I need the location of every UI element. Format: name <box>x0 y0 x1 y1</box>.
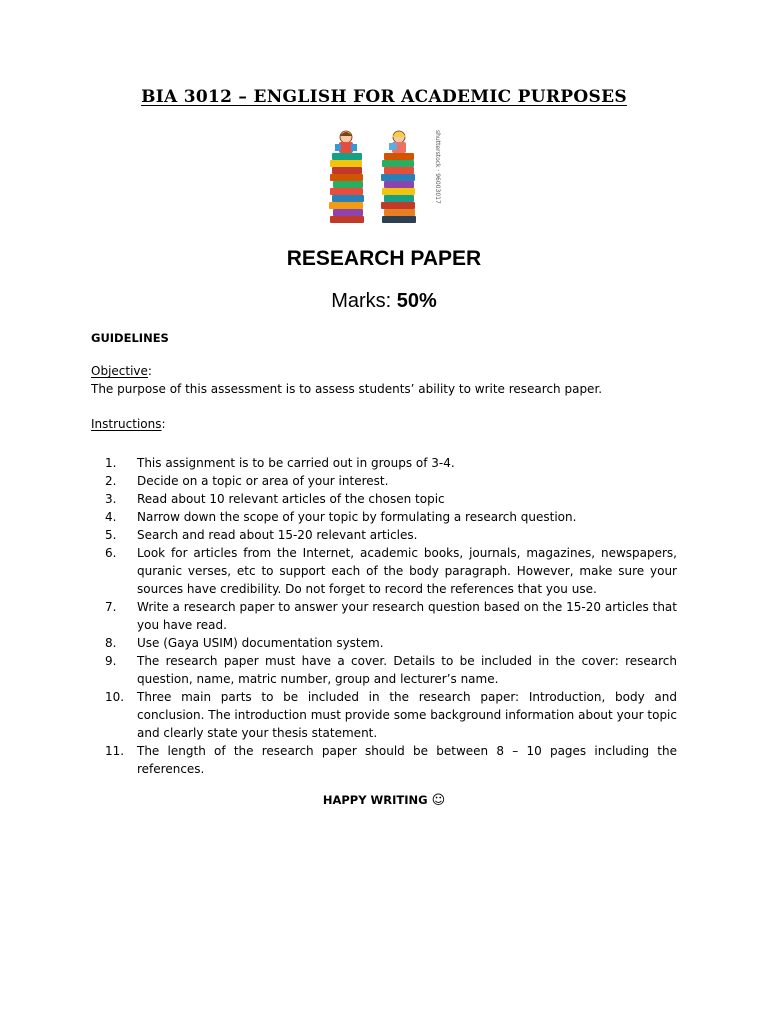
right-child <box>389 131 406 153</box>
guidelines-heading: GUIDELINES <box>91 331 169 345</box>
marks-value: 50% <box>396 290 437 312</box>
list-item: 8. Use (Gaya USIM) documentation system. <box>105 636 384 650</box>
objective-text: The purpose of this assessment is to assess students’ ability to write research paper. <box>91 382 603 396</box>
list-item: 5. Search and read about 15-20 relevant articles. <box>105 528 418 542</box>
list-item: 3. Read about 10 relevant articles of the chosen topic <box>105 492 445 506</box>
list-item: 9. The research paper must have a cover. Details to be included in the cover: research question, name, matric number, group and lecturer’s name. <box>105 654 677 686</box>
objective-label: Objective: <box>91 364 152 378</box>
left-child <box>335 131 357 153</box>
left-book-stack <box>329 153 364 223</box>
list-item: 1. This assignment is to be carried out in groups of 3-4. <box>105 456 455 470</box>
list-item: 2. Decide on a topic or area of your interest. <box>105 474 389 488</box>
list-item: 6. Look for articles from the Internet, academic books, journals, magazines, newspapers, quranic verses, etc to support each of the body paragraph. However, make sure your sources have credibility. Do not forget to record the references that you use. <box>105 546 677 596</box>
paper-title: RESEARCH PAPER <box>286 247 482 270</box>
list-item: 10. Three main parts to be included in the research paper: Introduction, body and conclusion. The introduction must provide some background information about your topic and clearly state your thesis statement. <box>105 690 677 740</box>
watermark-text: shutterstock · 96003017 <box>434 130 441 204</box>
list-item: 11. The length of the research paper should be between 8 – 10 pages including the references. <box>105 744 677 776</box>
closing-line: HAPPY WRITING ☺ <box>322 793 446 808</box>
instructions-label: Instructions: <box>91 417 166 431</box>
right-book-stack <box>381 153 416 223</box>
list-item: 7. Write a research paper to answer your research question based on the 15-20 articles that you have read. <box>105 600 677 632</box>
smiley-icon: ☺ <box>431 793 446 808</box>
kids-on-books-illustration <box>324 128 454 228</box>
course-title: BIA 3012 – ENGLISH FOR ACADEMIC PURPOSES <box>141 87 627 107</box>
marks-label: Marks: <box>331 290 397 312</box>
list-item: 4. Narrow down the scope of your topic by formulating a research question. <box>105 510 577 524</box>
instructions-list <box>91 454 677 778</box>
marks <box>0 290 768 313</box>
